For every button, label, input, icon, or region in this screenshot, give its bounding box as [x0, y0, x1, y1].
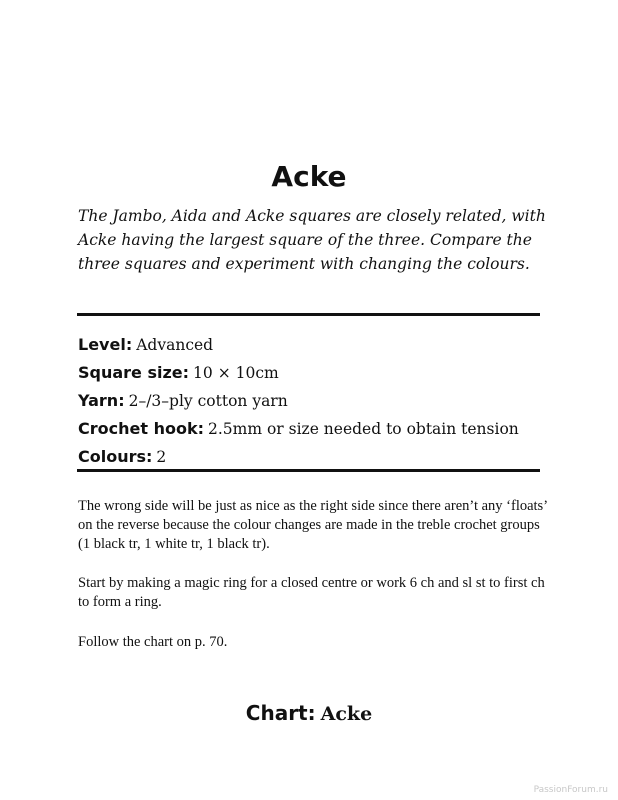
- bottom-divider: [77, 469, 540, 472]
- chart-heading: [0, 699, 618, 728]
- chart-heading-label: Chart:: [245, 700, 316, 725]
- watermark: PassionForum.ru: [533, 785, 608, 795]
- body-paragraph-wrong-side: The wrong side will be just as nice as the right side since there aren’t any ‘floats’ on the reverse because the colour changes are made in the treble crochet groups (1 black tr, 1 white tr, 1 black tr).: [78, 498, 547, 552]
- pattern-specs: [78, 331, 548, 471]
- spec-label: Colours:: [78, 447, 153, 466]
- spec-value: 2: [156, 448, 167, 466]
- spec-yarn: [78, 387, 548, 415]
- spec-value: 2–/3–ply cotton yarn: [128, 392, 288, 410]
- spec-label: Square size:: [78, 363, 190, 382]
- spec-square-size: [78, 359, 548, 387]
- body-paragraph-chart-ref: Follow the chart on p. 70.: [78, 634, 228, 650]
- spec-label: Yarn:: [78, 391, 125, 410]
- spec-value: 2.5mm or size needed to obtain tension: [207, 420, 519, 438]
- intro-paragraph: The Jambo, Aida and Acke squares are closely related, with Acke having the largest square of the three. Compare the three squares and experiment with changing the colours.: [78, 207, 546, 273]
- page-title: Acke: [271, 159, 347, 193]
- chart-heading-value: Acke: [320, 702, 373, 725]
- spec-value: 10 × 10cm: [193, 364, 279, 382]
- spec-crochet-hook: [78, 415, 548, 443]
- spec-value: Advanced: [136, 336, 214, 354]
- spec-colours: [78, 443, 548, 471]
- spec-level: [78, 331, 548, 359]
- body-paragraph-magic-ring: Start by making a magic ring for a closed centre or work 6 ch and sl st to first ch to form a ring.: [78, 575, 545, 610]
- spec-label: Level:: [78, 335, 133, 354]
- top-divider: [77, 313, 540, 316]
- spec-label: Crochet hook:: [78, 419, 204, 438]
